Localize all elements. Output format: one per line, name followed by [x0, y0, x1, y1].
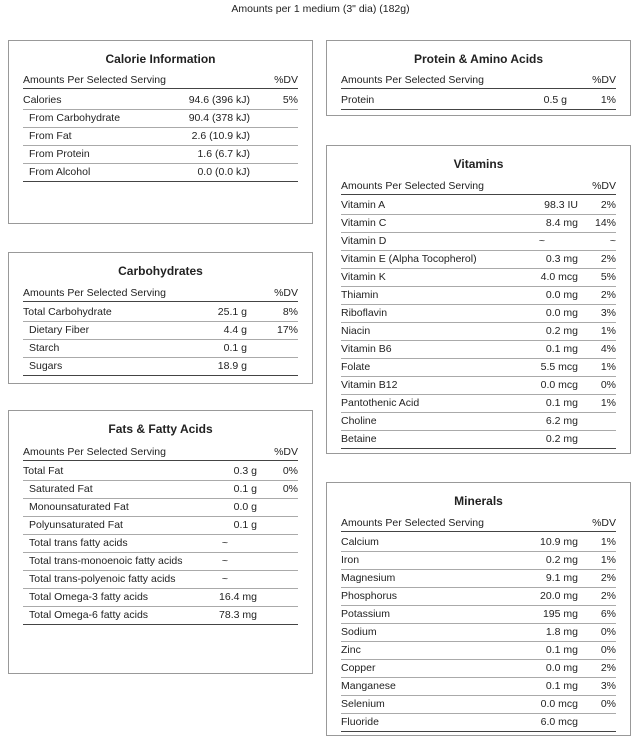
nutrient-name: Potassium — [341, 608, 391, 620]
nutrient-name: Vitamin E (Alpha Tocopherol) — [341, 253, 477, 265]
nutrient-dv: 5% — [282, 94, 298, 106]
nutrient-amount: 18.9 g — [217, 360, 247, 372]
table-row — [341, 92, 616, 110]
nutrient-name: Thiamin — [341, 289, 379, 301]
table-row — [23, 571, 298, 589]
nutrient-name: Dietary Fiber — [29, 324, 90, 336]
panel-title: Carbohydrates — [118, 264, 203, 278]
nutrient-name: Starch — [29, 342, 60, 354]
nutrient-name: Fluoride — [341, 716, 379, 728]
table-row — [341, 624, 616, 642]
nutrient-name: Saturated Fat — [29, 483, 93, 495]
nutrient-amount: 0.3 g — [233, 465, 257, 477]
nutrient-name: Zinc — [341, 644, 361, 656]
nutrient-name: Niacin — [341, 325, 371, 337]
nutrient-dv: 0% — [600, 379, 616, 391]
nutrient-name: From Protein — [29, 148, 90, 160]
table-row — [341, 431, 616, 449]
nutrient-dv: 3% — [600, 680, 616, 692]
nutrient-name: Monounsaturated Fat — [29, 501, 129, 513]
minerals-panel — [326, 482, 631, 736]
nutrient-name: Total Fat — [23, 465, 64, 477]
amount-header: Amounts Per Selected Serving — [23, 287, 166, 299]
nutrient-dv — [250, 146, 298, 163]
serving-size-header: Amounts per 1 medium (3" dia) (182g) — [231, 3, 410, 15]
nutrient-amount: 0.0 mg — [545, 662, 578, 674]
nutrient-dv — [578, 413, 616, 430]
nutrient-amount: 0.2 mg — [545, 433, 578, 445]
nutrient-amount: 0.2 mg — [545, 554, 578, 566]
table-row — [23, 110, 298, 128]
dv-header: %DV — [274, 74, 298, 86]
nutrient-amount: 94.6 (396 kJ) — [188, 94, 250, 106]
nutrient-dv: 2% — [600, 199, 616, 211]
nutrient-dv: ~ — [609, 235, 616, 247]
nutrient-dv — [257, 589, 298, 606]
panel-title: Minerals — [454, 494, 503, 508]
table-row — [23, 304, 298, 322]
table-row — [23, 517, 298, 535]
nutrient-dv: 0% — [282, 465, 298, 477]
panel-title: Vitamins — [453, 157, 504, 171]
nutrient-dv — [250, 110, 298, 127]
nutrient-amount: ~ — [221, 555, 229, 567]
nutrient-dv: 1% — [600, 325, 616, 337]
nutrient-dv: 5% — [600, 271, 616, 283]
fats-panel — [8, 410, 313, 674]
panel-title: Fats & Fatty Acids — [108, 422, 213, 436]
column-header — [341, 516, 616, 532]
column-header — [23, 286, 298, 302]
nutrient-name: Calcium — [341, 536, 379, 548]
nutrient-dv: 2% — [600, 662, 616, 674]
table-row — [23, 499, 298, 517]
nutrient-dv: 1% — [600, 94, 616, 106]
nutrient-name: Riboflavin — [341, 307, 388, 319]
table-row — [23, 92, 298, 110]
table-row — [23, 463, 298, 481]
nutrient-dv: 0% — [282, 483, 298, 495]
table-row — [341, 660, 616, 678]
amount-header: Amounts Per Selected Serving — [341, 180, 484, 192]
nutrient-amount: 0.0 mcg — [540, 698, 578, 710]
nutrient-amount: 0.1 mg — [545, 644, 578, 656]
dv-header: %DV — [274, 287, 298, 299]
table-row — [341, 642, 616, 660]
nutrient-name: Vitamin A — [341, 199, 386, 211]
nutrient-name: Copper — [341, 662, 376, 674]
nutrient-amount: 0.1 mg — [545, 343, 578, 355]
nutrient-dv: 0% — [600, 626, 616, 638]
nutrient-amount: 2.6 (10.9 kJ) — [191, 130, 250, 142]
rows — [23, 463, 298, 625]
table-row — [341, 287, 616, 305]
nutrient-dv — [250, 128, 298, 145]
nutrient-name: Total Omega-3 fatty acids — [29, 591, 149, 603]
nutrient-name: Calories — [23, 94, 62, 106]
dv-header: %DV — [592, 74, 616, 86]
nutrient-amount: 98.3 IU — [544, 199, 578, 211]
table-row — [341, 197, 616, 215]
carbohydrates-panel — [8, 252, 313, 384]
rows — [341, 92, 616, 110]
nutrient-amount: 25.1 g — [217, 306, 247, 318]
nutrient-amount: 195 mg — [542, 608, 578, 620]
nutrient-name: Choline — [341, 415, 377, 427]
nutrient-name: Vitamin D — [341, 235, 387, 247]
nutrient-dv: 3% — [600, 307, 616, 319]
nutrient-name: Iron — [341, 554, 360, 566]
rows — [341, 197, 616, 449]
nutrient-amount: ~ — [221, 537, 229, 549]
nutrient-dv — [247, 340, 298, 357]
amount-header: Amounts Per Selected Serving — [341, 74, 484, 86]
nutrient-name: Total trans-polyenoic fatty acids — [29, 573, 176, 585]
table-row — [341, 359, 616, 377]
nutrient-name: Selenium — [341, 698, 385, 710]
nutrient-name: Folate — [341, 361, 371, 373]
table-row — [341, 714, 616, 732]
nutrient-amount: 0.0 g — [233, 501, 257, 513]
column-header — [23, 73, 298, 89]
nutrient-amount: 5.5 mcg — [540, 361, 578, 373]
table-row — [23, 128, 298, 146]
nutrient-name: Vitamin K — [341, 271, 386, 283]
table-row — [341, 305, 616, 323]
table-row — [23, 358, 298, 376]
nutrient-amount: 0.1 mg — [545, 397, 578, 409]
table-row — [341, 251, 616, 269]
nutrient-name: From Carbohydrate — [29, 112, 121, 124]
nutrient-dv — [257, 553, 298, 570]
rows — [341, 534, 616, 732]
nutrient-amount: 0.3 mg — [545, 253, 578, 265]
calorie-information-panel — [8, 40, 313, 224]
nutrient-amount: 8.4 mg — [545, 217, 578, 229]
dv-header: %DV — [592, 517, 616, 529]
rows — [23, 92, 298, 182]
table-row — [23, 535, 298, 553]
nutrient-name: Total Carbohydrate — [23, 306, 112, 318]
nutrient-amount: 10.9 mg — [540, 536, 578, 548]
nutrient-name: Total trans fatty acids — [29, 537, 128, 549]
nutrient-dv — [257, 499, 298, 516]
nutrient-dv — [250, 164, 298, 181]
nutrient-dv — [257, 607, 298, 624]
vitamins-panel — [326, 145, 631, 454]
nutrient-amount: 90.4 (378 kJ) — [188, 112, 250, 124]
nutrient-name: Phosphorus — [341, 590, 398, 602]
nutrient-name: From Fat — [29, 130, 72, 142]
table-row — [23, 164, 298, 182]
table-row — [23, 607, 298, 625]
table-row — [23, 340, 298, 358]
nutrient-dv: 0% — [600, 698, 616, 710]
nutrient-amount: 6.0 mcg — [540, 716, 578, 728]
nutrient-dv — [247, 358, 298, 375]
dv-header: %DV — [274, 446, 298, 458]
nutrient-dv: 1% — [600, 554, 616, 566]
panel-title: Protein & Amino Acids — [413, 52, 544, 66]
amount-header: Amounts Per Selected Serving — [23, 446, 166, 458]
nutrient-dv: 1% — [600, 397, 616, 409]
table-row — [341, 552, 616, 570]
table-row — [341, 341, 616, 359]
nutrient-name: Protein — [341, 94, 375, 106]
nutrient-name: Sodium — [341, 626, 377, 638]
nutrient-dv: 6% — [600, 608, 616, 620]
table-row — [341, 588, 616, 606]
table-row — [341, 534, 616, 552]
nutrient-amount: 1.8 mg — [545, 626, 578, 638]
nutrient-dv: 2% — [600, 572, 616, 584]
table-row — [23, 589, 298, 607]
nutrient-amount: 20.0 mg — [540, 590, 578, 602]
nutrient-amount: 6.2 mg — [545, 415, 578, 427]
nutrient-name: Total trans-monoenoic fatty acids — [29, 555, 183, 567]
table-row — [341, 606, 616, 624]
nutrient-amount: 0.5 g — [543, 94, 567, 106]
nutrient-name: Magnesium — [341, 572, 396, 584]
column-header — [341, 179, 616, 195]
nutrient-dv: 17% — [276, 324, 298, 336]
nutrient-name: Polyunsaturated Fat — [29, 519, 123, 531]
nutrient-dv — [257, 517, 298, 534]
protein-panel — [326, 40, 631, 116]
table-row — [23, 481, 298, 499]
table-row — [341, 233, 616, 251]
nutrient-name: From Alcohol — [29, 166, 91, 178]
nutrient-dv — [578, 714, 616, 731]
table-row — [23, 322, 298, 340]
table-row — [23, 146, 298, 164]
nutrient-amount: 0.1 g — [223, 342, 247, 354]
nutrient-name: Vitamin B6 — [341, 343, 392, 355]
nutrient-amount: 16.4 mg — [219, 591, 257, 603]
amount-header: Amounts Per Selected Serving — [23, 74, 166, 86]
table-row — [341, 377, 616, 395]
nutrient-name: Pantothenic Acid — [341, 397, 420, 409]
nutrient-name: Total Omega-6 fatty acids — [29, 609, 149, 621]
table-row — [341, 323, 616, 341]
nutrient-amount: 0.1 g — [233, 519, 257, 531]
nutrient-name: Vitamin C — [341, 217, 387, 229]
nutrient-dv: 2% — [600, 590, 616, 602]
table-row — [341, 570, 616, 588]
table-row — [341, 395, 616, 413]
column-header — [341, 73, 616, 89]
table-row — [341, 215, 616, 233]
table-row — [341, 696, 616, 714]
nutrient-dv: 2% — [600, 289, 616, 301]
nutrient-amount: 0.1 mg — [545, 680, 578, 692]
dv-header: %DV — [592, 180, 616, 192]
nutrient-dv: 1% — [600, 361, 616, 373]
panel-title: Calorie Information — [105, 52, 216, 66]
nutrient-amount: 0.0 mcg — [540, 379, 578, 391]
nutrient-name: Vitamin B12 — [341, 379, 398, 391]
nutrient-name: Manganese — [341, 680, 396, 692]
nutrient-dv: 8% — [282, 306, 298, 318]
nutrient-dv: 14% — [594, 217, 616, 229]
table-row — [23, 553, 298, 571]
nutrient-amount: 0.0 mg — [545, 289, 578, 301]
table-row — [341, 269, 616, 287]
nutrient-dv — [578, 431, 616, 448]
nutrient-dv: 2% — [600, 253, 616, 265]
nutrient-dv — [257, 571, 298, 588]
nutrient-amount: 0.2 mg — [545, 325, 578, 337]
table-row — [341, 413, 616, 431]
nutrient-name: Sugars — [29, 360, 63, 372]
nutrient-amount: 0.0 mg — [545, 307, 578, 319]
nutrient-amount: 0.1 g — [233, 483, 257, 495]
table-row — [341, 678, 616, 696]
nutrient-amount: 9.1 mg — [545, 572, 578, 584]
nutrient-amount: 0.0 (0.0 kJ) — [197, 166, 250, 178]
nutrient-amount: ~ — [538, 235, 546, 247]
nutrient-dv: 0% — [600, 644, 616, 656]
nutrient-amount: 78.3 mg — [219, 609, 257, 621]
nutrient-dv: 1% — [600, 536, 616, 548]
nutrient-amount: 4.4 g — [223, 324, 247, 336]
nutrient-amount: 1.6 (6.7 kJ) — [197, 148, 250, 160]
amount-header: Amounts Per Selected Serving — [341, 517, 484, 529]
rows — [23, 304, 298, 376]
nutrient-dv: 4% — [600, 343, 616, 355]
nutrient-name: Betaine — [341, 433, 377, 445]
nutrient-dv — [257, 535, 298, 552]
nutrient-amount: 4.0 mcg — [540, 271, 578, 283]
column-header — [23, 445, 298, 461]
nutrient-amount: ~ — [221, 573, 229, 585]
